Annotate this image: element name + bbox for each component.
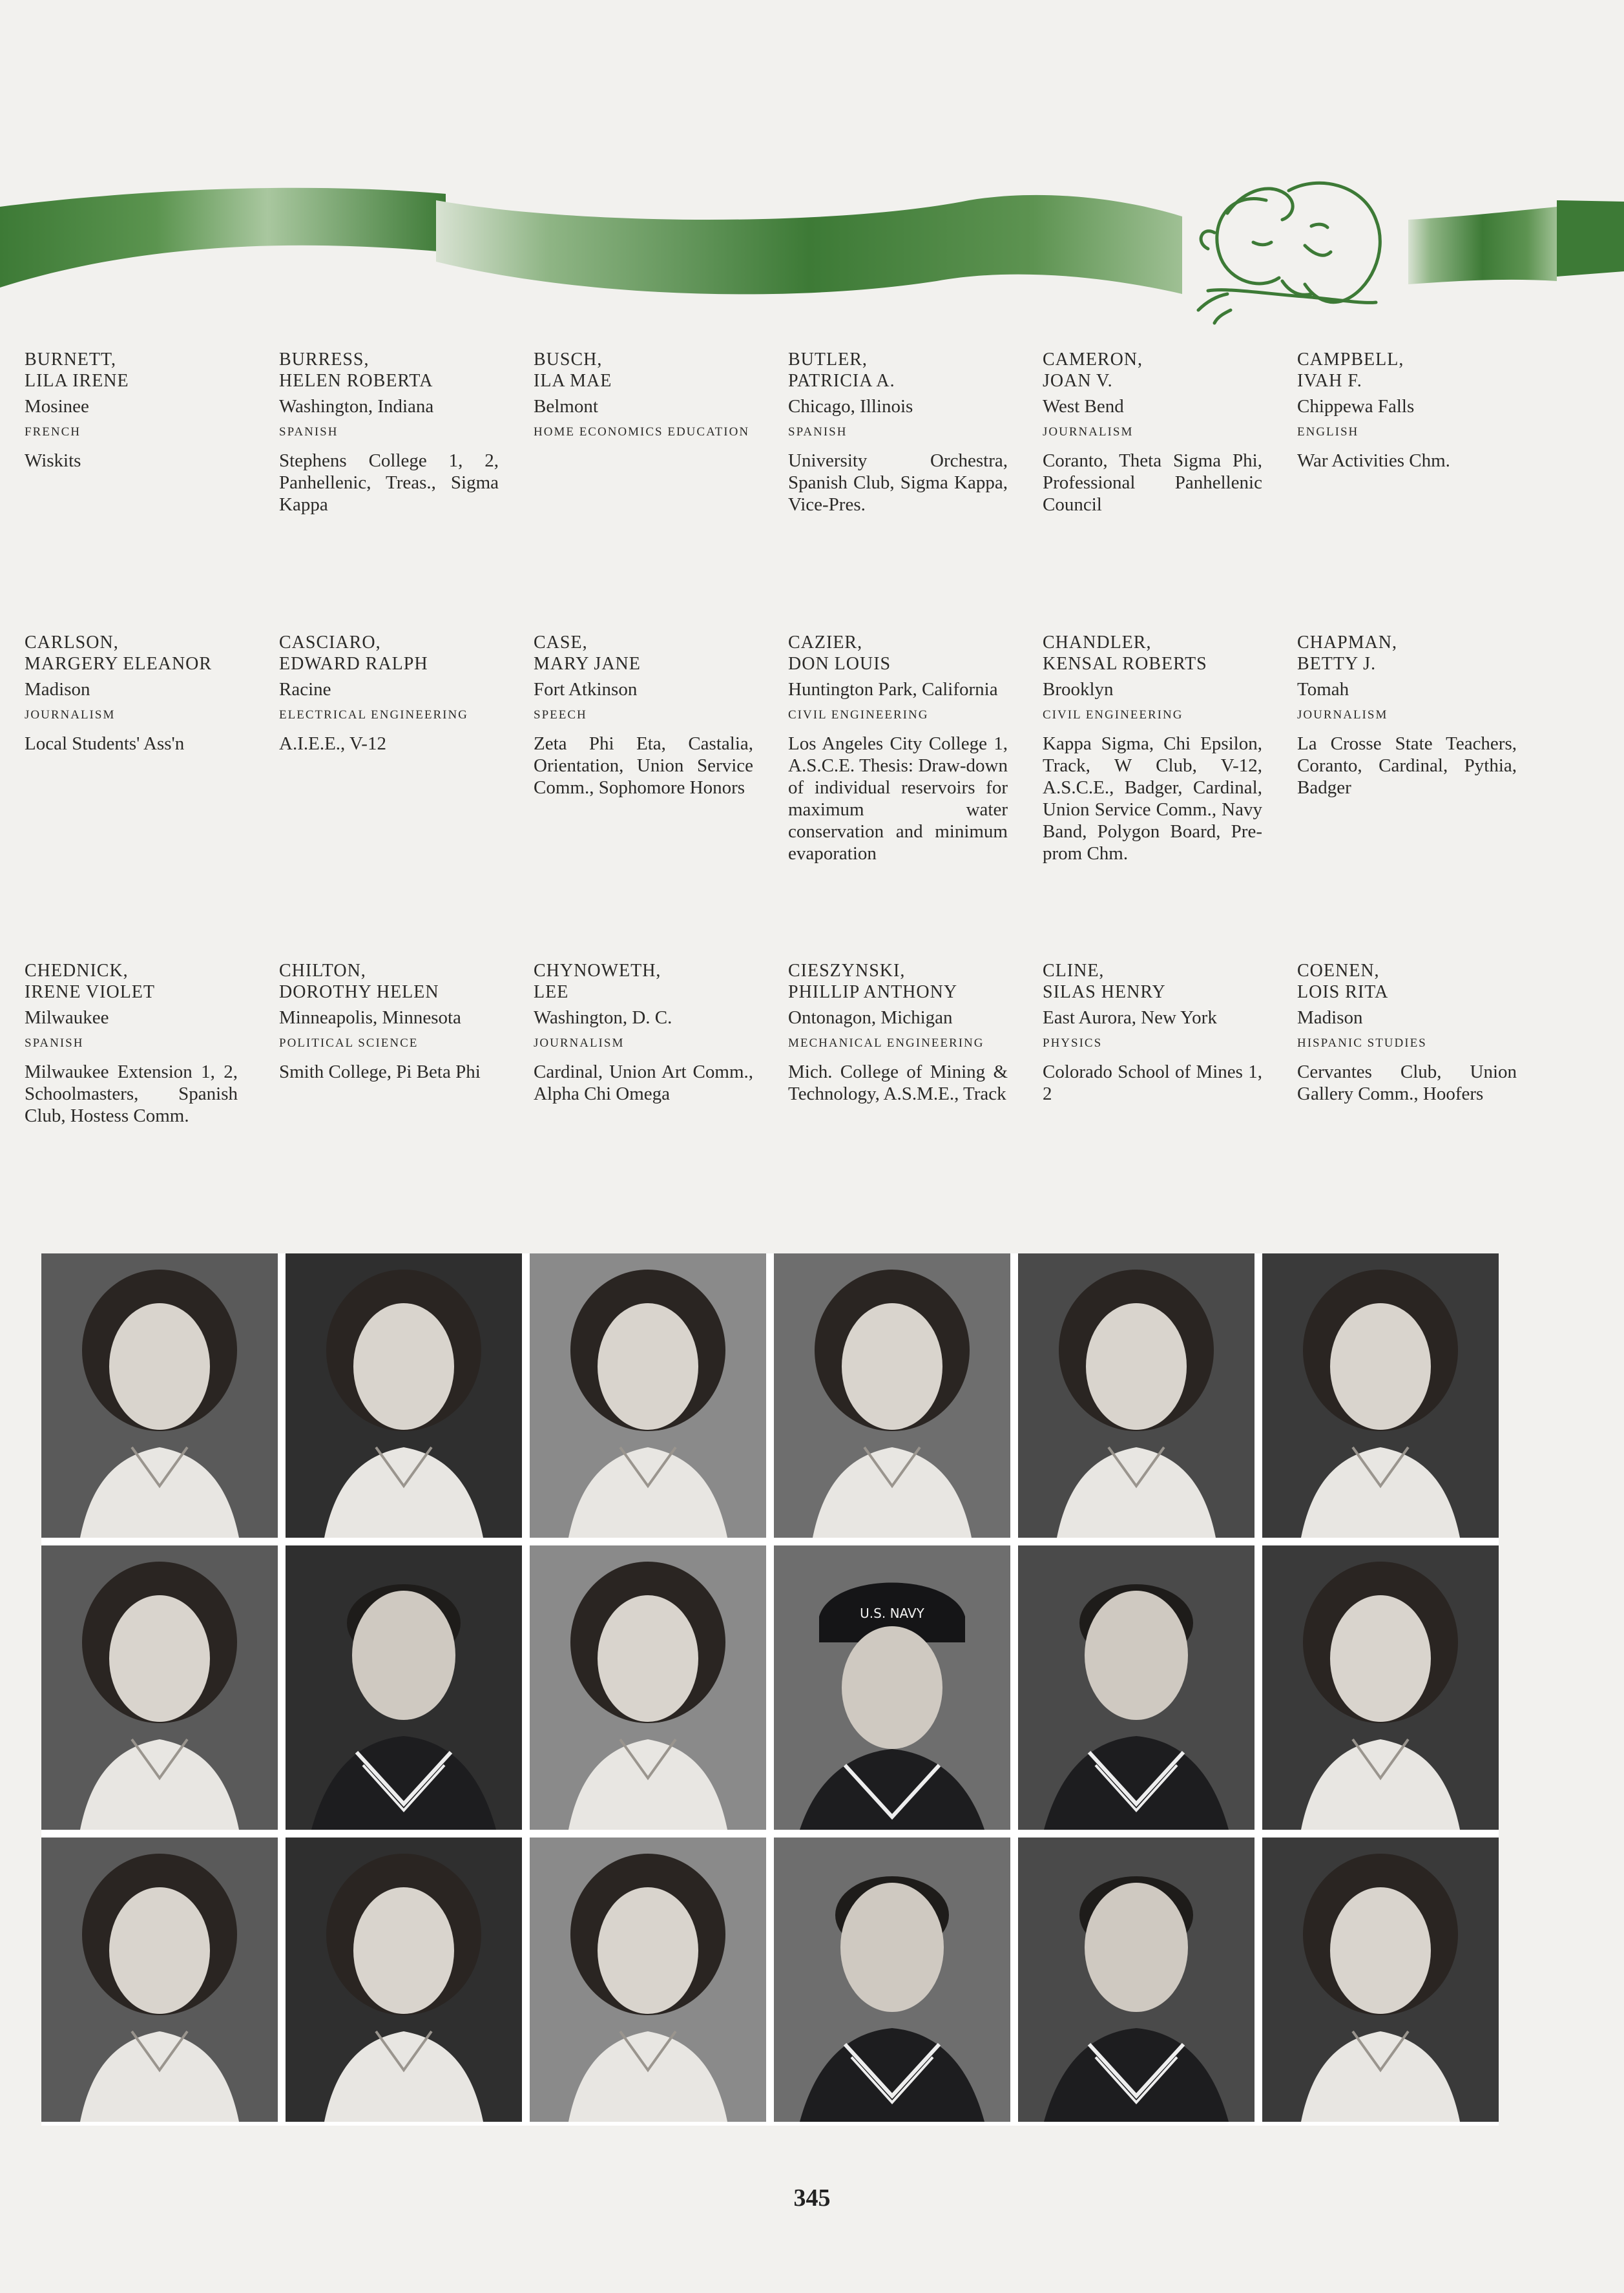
student-surname: BUTLER,	[788, 350, 868, 370]
student-surname: CHANDLER,	[1043, 633, 1152, 653]
student-entry	[1043, 960, 1262, 1105]
student-major: CIVIL ENGINEERING	[788, 708, 929, 722]
student-hometown: Milwaukee	[25, 1007, 109, 1028]
student-entry	[279, 349, 499, 516]
student-activities: University Orchestra, Spanish Club, Sigma Kappa, Vice-Pres.	[788, 450, 1008, 515]
student-given-name: IVAH F.	[1297, 371, 1362, 391]
student-major: JOURNALISM	[1297, 708, 1388, 722]
portrait-sailor-icon	[1018, 1545, 1254, 1830]
student-major: ELECTRICAL ENGINEERING	[279, 708, 468, 722]
photo-grid	[41, 1253, 1499, 2126]
student-hometown: Madison	[25, 679, 90, 700]
student-entry	[1043, 349, 1262, 516]
student-entry	[534, 960, 753, 1105]
student-entry	[25, 960, 238, 1127]
student-hometown: East Aurora, New York	[1043, 1007, 1217, 1028]
student-given-name: ILA MAE	[534, 371, 612, 391]
student-entry	[534, 632, 753, 799]
student-entry	[1297, 632, 1517, 799]
student-activities: La Crosse State Teachers, Coranto, Cardinal, Pythia, Badger	[1297, 733, 1517, 798]
student-given-name: PHILLIP ANTHONY	[788, 982, 958, 1002]
student-hometown: Chicago, Illinois	[788, 396, 913, 417]
student-activities: War Activities Chm.	[1297, 450, 1450, 471]
student-major: MECHANICAL ENGINEERING	[788, 1036, 984, 1050]
student-surname: CASCIARO,	[279, 633, 381, 653]
portrait-woman-icon	[286, 1253, 522, 1538]
portrait-woman-icon	[286, 1838, 522, 2122]
student-major: POLITICAL SCIENCE	[279, 1036, 419, 1050]
student-activities: Kappa Sigma, Chi Epsilon, Track, W Club, V-12, A.S.C.E., Badger, Cardinal, Union Service Comm., Navy Band, Polygon Board, Pre-prom Chm.	[1043, 733, 1262, 864]
portrait-woman-icon	[1262, 1545, 1499, 1830]
student-entry	[788, 349, 1008, 516]
ribbon-right-b	[1557, 200, 1624, 277]
student-entry	[534, 349, 753, 450]
portrait-navy-cap-icon	[774, 1545, 1010, 1830]
student-major: SPEECH	[534, 708, 587, 722]
student-given-name: IRENE VIOLET	[25, 982, 155, 1002]
student-surname: COENEN,	[1297, 961, 1380, 981]
student-surname: CAMERON,	[1043, 350, 1143, 370]
student-entry	[279, 960, 499, 1083]
couple-illustration-icon	[1198, 183, 1380, 323]
student-major: HISPANIC STUDIES	[1297, 1036, 1427, 1050]
ribbon-banner	[0, 129, 1624, 368]
student-surname: CHEDNICK,	[25, 961, 129, 981]
student-surname: CAZIER,	[788, 633, 863, 653]
student-hometown: West Bend	[1043, 396, 1124, 417]
portrait-woman-icon	[530, 1253, 766, 1538]
portrait-sailor-icon	[774, 1838, 1010, 2122]
portrait-sailor-icon	[286, 1545, 522, 1830]
student-given-name: HELEN ROBERTA	[279, 371, 433, 391]
portrait-sailor-icon	[1018, 1838, 1254, 2122]
student-hometown: Ontonagon, Michigan	[788, 1007, 953, 1028]
student-entry	[788, 632, 1008, 864]
student-entry	[25, 632, 238, 755]
student-entry	[1043, 632, 1262, 864]
page-number: 345	[793, 2184, 831, 2212]
portrait-woman-icon	[1018, 1253, 1254, 1538]
student-given-name: SILAS HENRY	[1043, 982, 1166, 1002]
student-major: FRENCH	[25, 425, 81, 439]
student-hometown: Mosinee	[25, 396, 89, 417]
student-hometown: Huntington Park, California	[788, 679, 998, 700]
student-entry	[1297, 349, 1517, 472]
student-hometown: Brooklyn	[1043, 679, 1114, 700]
student-hometown: Chippewa Falls	[1297, 396, 1415, 417]
student-major: PHYSICS	[1043, 1036, 1103, 1050]
portrait-woman-icon	[774, 1253, 1010, 1538]
portrait-woman-icon	[41, 1545, 278, 1830]
ribbon-right-a	[1408, 207, 1557, 284]
student-activities: Stephens College 1, 2, Panhellenic, Treas., Sigma Kappa	[279, 450, 499, 515]
student-given-name: LEE	[534, 982, 569, 1002]
portrait-woman-icon	[530, 1838, 766, 2122]
student-activities: Mich. College of Mining & Technology, A.S.M.E., Track	[788, 1062, 1008, 1104]
student-given-name: PATRICIA A.	[788, 371, 895, 391]
student-activities: Local Students' Ass'n	[25, 733, 185, 754]
student-activities: Colorado School of Mines 1, 2	[1043, 1062, 1262, 1104]
portrait-woman-icon	[530, 1545, 766, 1830]
student-given-name: DON LOUIS	[788, 654, 891, 674]
ribbon-middle	[436, 195, 1182, 295]
student-activities: Los Angeles City College 1, A.S.C.E. Thesis: Draw-down of individual reservoirs for maximum water conservation and minimum evaporation	[788, 733, 1008, 864]
student-hometown: Belmont	[534, 396, 598, 417]
student-given-name: LOIS RITA	[1297, 982, 1389, 1002]
student-activities: Wiskits	[25, 450, 81, 471]
student-surname: BUSCH,	[534, 350, 603, 370]
student-surname: BURRESS,	[279, 350, 370, 370]
student-surname: CARLSON,	[25, 633, 119, 653]
student-activities: Zeta Phi Eta, Castalia, Orientation, Union Service Comm., Sophomore Honors	[534, 733, 753, 798]
student-major: SPANISH	[279, 425, 338, 439]
student-surname: CLINE,	[1043, 961, 1105, 981]
student-given-name: KENSAL ROBERTS	[1043, 654, 1207, 674]
ribbon-left	[0, 188, 446, 288]
student-major: ENGLISH	[1297, 425, 1359, 439]
portrait-woman-icon	[41, 1838, 278, 2122]
student-surname: CHYNOWETH,	[534, 961, 661, 981]
student-hometown: Tomah	[1297, 679, 1349, 700]
student-entry	[788, 960, 1008, 1105]
student-hometown: Racine	[279, 679, 331, 700]
student-given-name: LILA IRENE	[25, 371, 129, 391]
student-given-name: JOAN V.	[1043, 371, 1113, 391]
student-major: JOURNALISM	[25, 708, 116, 722]
student-activities: Cardinal, Union Art Comm., Alpha Chi Omega	[534, 1062, 753, 1104]
student-major: SPANISH	[788, 425, 848, 439]
student-entry	[1297, 960, 1517, 1105]
student-major: JOURNALISM	[1043, 425, 1134, 439]
portrait-woman-icon	[1262, 1253, 1499, 1538]
student-activities: Smith College, Pi Beta Phi	[279, 1062, 481, 1082]
student-surname: CIESZYNSKI,	[788, 961, 906, 981]
student-given-name: BETTY J.	[1297, 654, 1377, 674]
student-entry	[25, 349, 238, 472]
student-surname: CAMPBELL,	[1297, 350, 1404, 370]
student-hometown: Fort Atkinson	[534, 679, 638, 700]
student-major: CIVIL ENGINEERING	[1043, 708, 1183, 722]
student-major: JOURNALISM	[534, 1036, 625, 1050]
portrait-woman-icon	[41, 1253, 278, 1538]
student-activities: Milwaukee Extension 1, 2, Schoolmasters, Spanish Club, Hostess Comm.	[25, 1062, 238, 1126]
student-major: SPANISH	[25, 1036, 84, 1050]
student-major: HOME ECONOMICS EDUCATION	[534, 425, 750, 439]
student-surname: CASE,	[534, 633, 588, 653]
student-surname: CHAPMAN,	[1297, 633, 1398, 653]
student-activities: A.I.E.E., V-12	[279, 733, 386, 754]
student-surname: CHILTON,	[279, 961, 366, 981]
student-hometown: Madison	[1297, 1007, 1363, 1028]
student-given-name: MARGERY ELEANOR	[25, 654, 213, 674]
student-activities: Cervantes Club, Union Gallery Comm., Hoofers	[1297, 1062, 1517, 1104]
student-hometown: Washington, D. C.	[534, 1007, 672, 1028]
portrait-woman-icon	[1262, 1838, 1499, 2122]
student-hometown: Minneapolis, Minnesota	[279, 1007, 461, 1028]
student-activities: Coranto, Theta Sigma Phi, Professional Panhellenic Council	[1043, 450, 1262, 515]
student-given-name: EDWARD RALPH	[279, 654, 428, 674]
student-given-name: DOROTHY HELEN	[279, 982, 439, 1002]
student-surname: BURNETT,	[25, 350, 117, 370]
student-given-name: MARY JANE	[534, 654, 641, 674]
student-hometown: Washington, Indiana	[279, 396, 434, 417]
navy-cap-text: U.S. NAVY	[860, 1606, 924, 1621]
student-entry	[279, 632, 499, 755]
